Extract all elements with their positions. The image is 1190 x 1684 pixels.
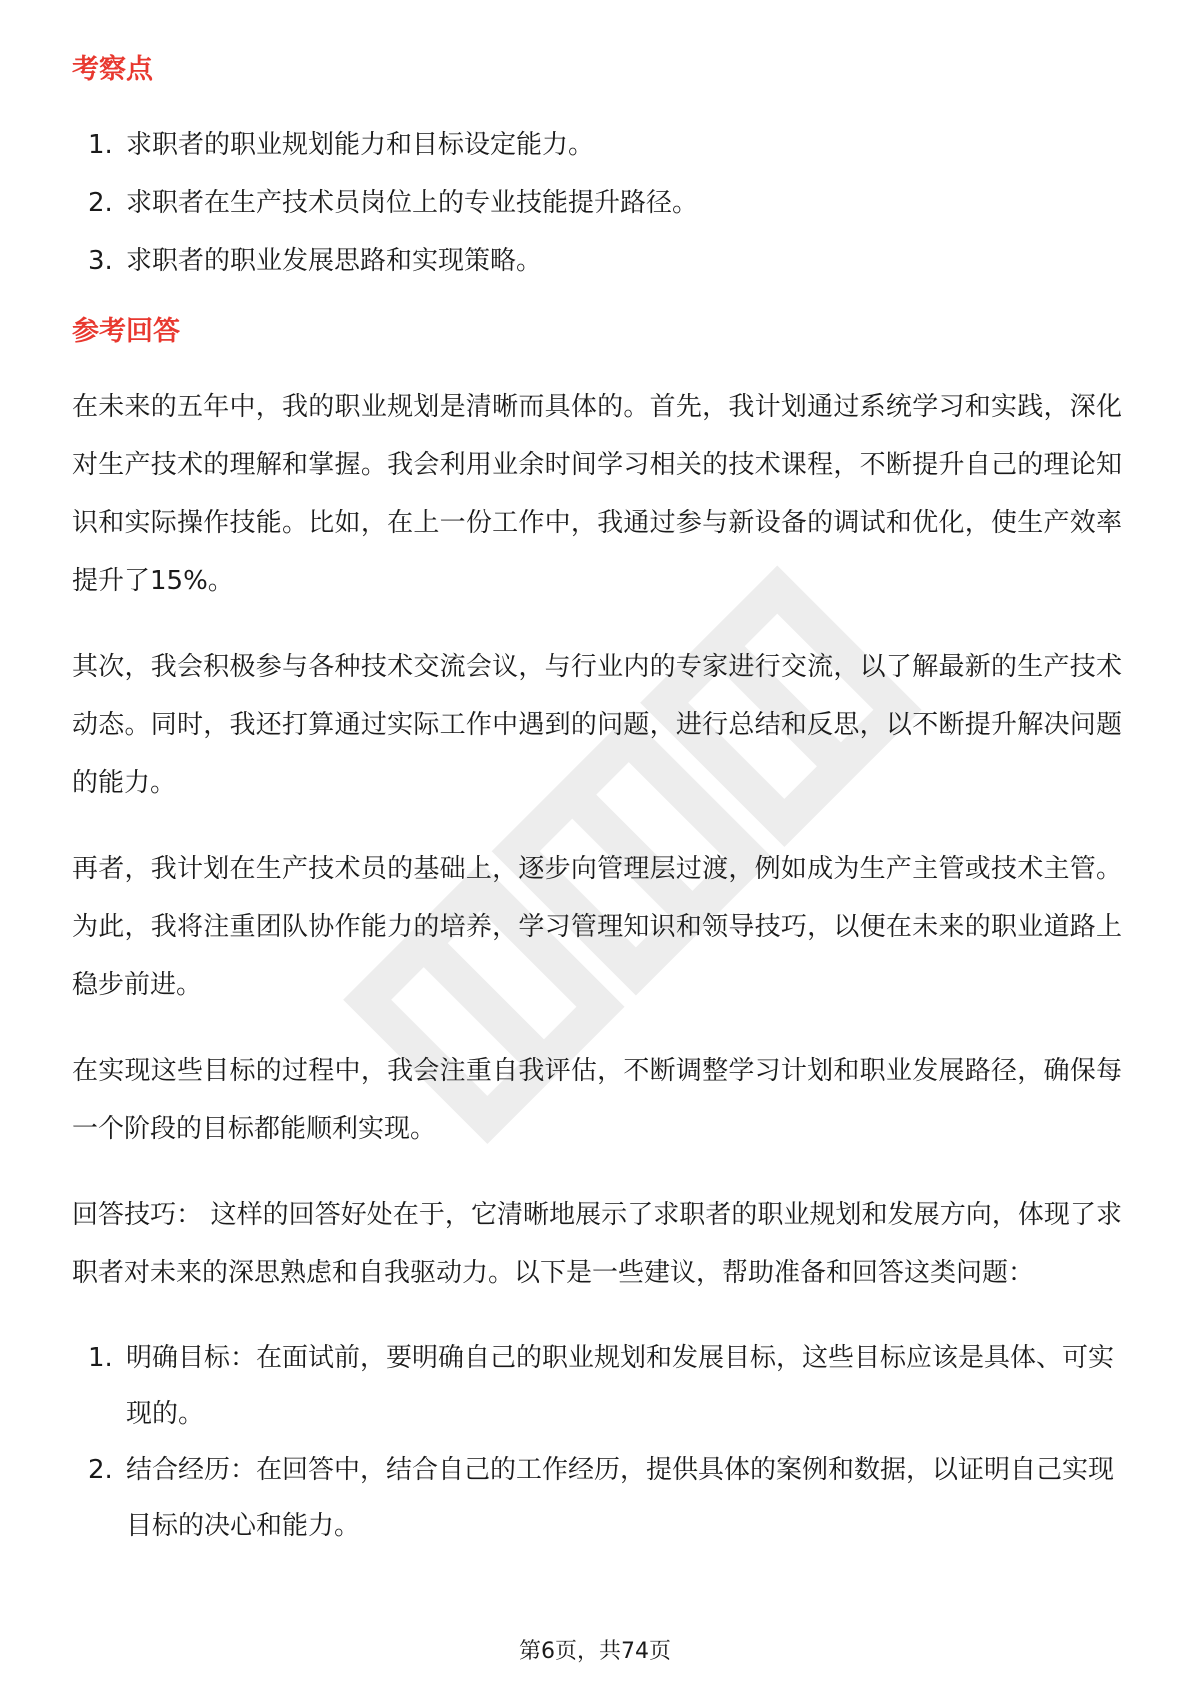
section-title-reference-answer: 参考回答: [72, 316, 180, 347]
list-item: 2. 求职者在生产技术员岗位上的专业技能提升路径。: [88, 188, 699, 218]
tips-list: [72, 1330, 1122, 1554]
section-title-focus-points: 考察点: [72, 54, 153, 85]
list-item: 3. 求职者的职业发展思路和实现策略。: [88, 246, 543, 276]
focus-points-list: [72, 116, 1122, 290]
paragraph: 其次，我会积极参与各种技术交流会议，与行业内的专家进行交流，以了解最新的生产技术动态。同时，我还打算通过实际工作中遇到的问题，进行总结和反思，以不断提升解决问题的能力。: [72, 652, 1122, 798]
content: [72, 48, 1122, 1554]
paragraph: 回答技巧： 这样的回答好处在于，它清晰地展示了求职者的职业规划和发展方向，体现了求职者对未来的深思熟虑和自我驱动力。以下是一些建议，帮助准备和回答这类问题：: [72, 1200, 1122, 1288]
paragraph: 在未来的五年中，我的职业规划是清晰而具体的。首先，我计划通过系统学习和实践，深化对生产技术的理解和掌握。我会利用业余时间学习相关的技术课程，不断提升自己的理论知识和实际操作技能。比如，在上一份工作中，我通过参与新设备的调试和优化，使生产效率提升了15%。: [72, 392, 1122, 596]
paragraph: 再者，我计划在生产技术员的基础上，逐步向管理层过渡，例如成为生产主管或技术主管。为此，我将注重团队协作能力的培养，学习管理知识和领导技巧，以便在未来的职业道路上稳步前进。: [72, 854, 1122, 1000]
list-item: 2. 结合经历：在回答中，结合自己的工作经历，提供具体的案例和数据，以证明自己实现目标的决心和能力。: [88, 1455, 1115, 1541]
list-item: 1. 明确目标：在面试前，要明确自己的职业规划和发展目标，这些目标应该是具体、可实现的。: [88, 1343, 1115, 1429]
page-number: 第6页，共74页: [519, 1639, 671, 1664]
paragraph: 在实现这些目标的过程中，我会注重自我评估，不断调整学习计划和职业发展路径，确保每一个阶段的目标都能顺利实现。: [72, 1056, 1122, 1144]
list-item: 1. 求职者的职业规划能力和目标设定能力。: [88, 130, 595, 160]
